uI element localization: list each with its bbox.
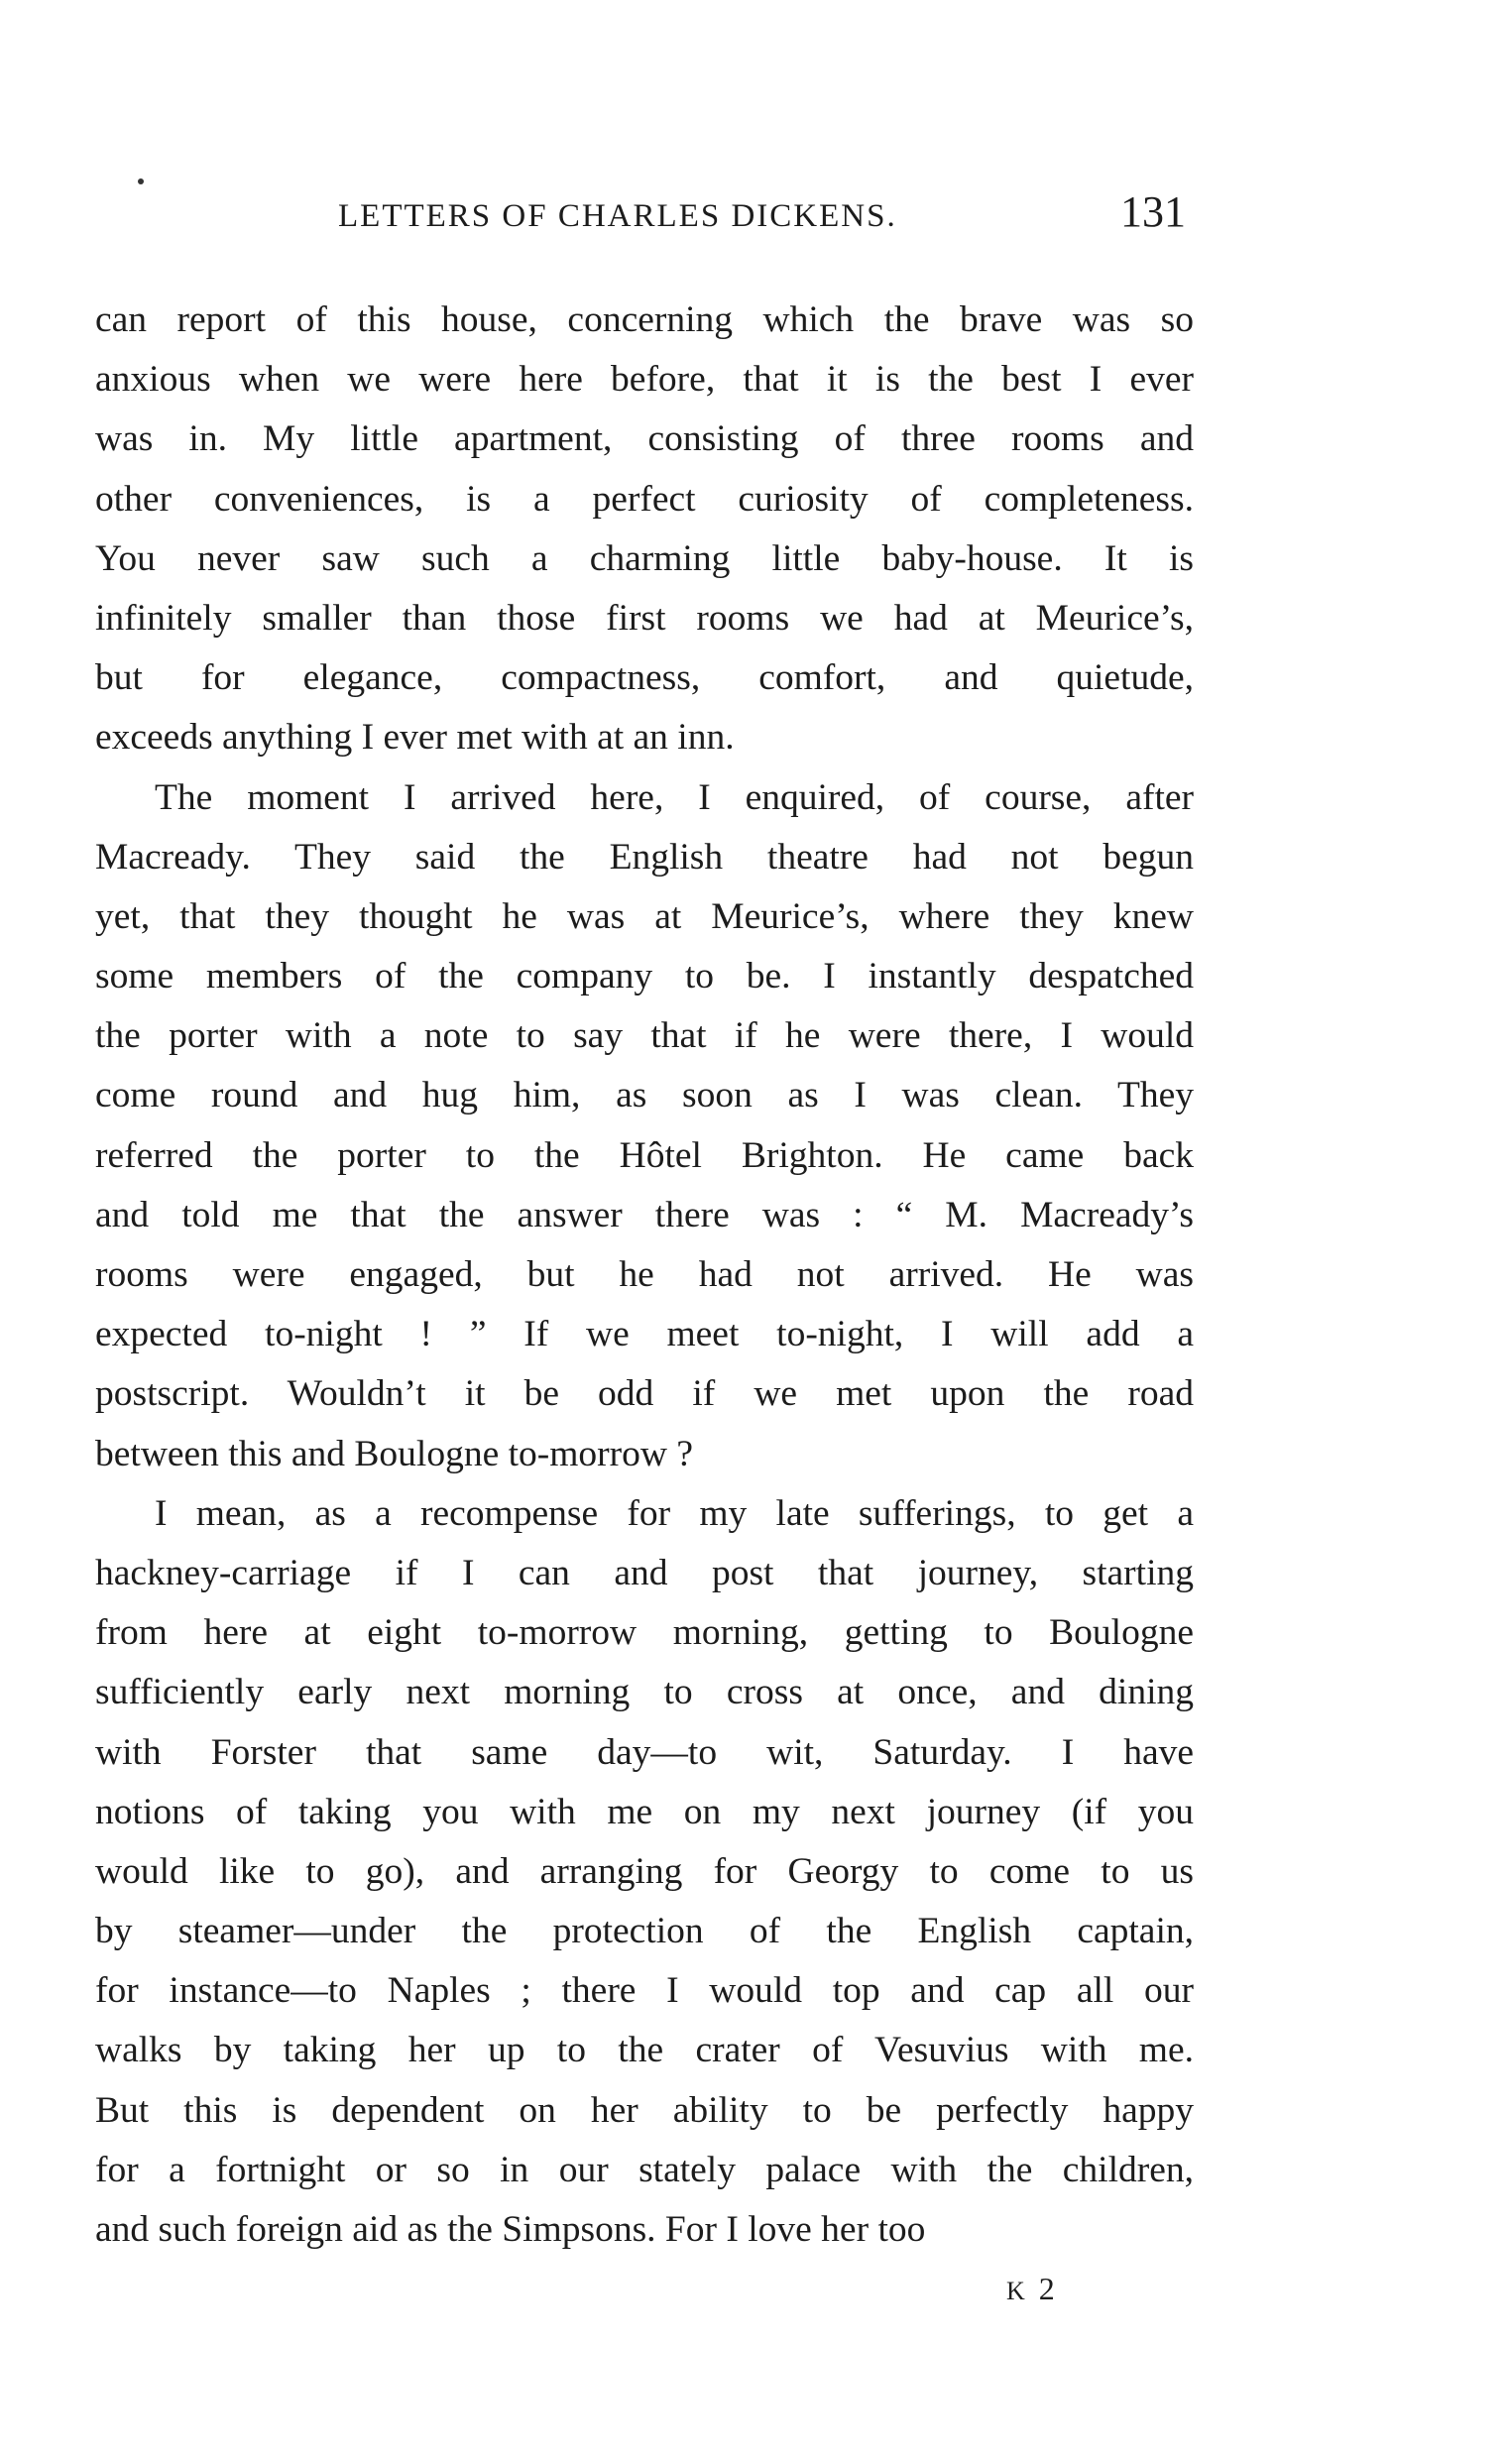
- text-line: expected to-night ! ” If we meet to-night, I will add a: [95, 1314, 1194, 1355]
- running-title: LETTERS OF CHARLES DICKENS.: [338, 198, 897, 234]
- text-line: for instance—to Naples ; there I would top and cap all our: [95, 1970, 1194, 2012]
- page-header: [95, 186, 1194, 246]
- text-line: was in. My little apartment, consisting of three rooms and: [95, 418, 1194, 460]
- text-line: for a fortnight or so in our stately palace with the children,: [95, 2149, 1194, 2190]
- text-line: and told me that the answer there was : “ M. Macready’s: [95, 1194, 1194, 1235]
- text-line: But this is dependent on her ability to be perfectly happy: [95, 2089, 1194, 2131]
- signature-number: 2: [1038, 2271, 1058, 2306]
- ink-speck: [138, 178, 144, 184]
- text-line: with Forster that same day—to wit, Saturday. I have: [95, 1731, 1194, 1773]
- text-line: rooms were engaged, but he had not arrived. He was: [95, 1254, 1194, 1295]
- text-line: postscript. Wouldn’t it be odd if we met upon the road: [95, 1373, 1194, 1415]
- paragraph: [95, 1484, 1194, 2260]
- text-line: The moment I arrived here, I enquired, of course, after: [155, 776, 1194, 818]
- text-line: anxious when we were here before, that it is the best I ever: [95, 359, 1194, 401]
- text-line: I mean, as a recompense for my late sufferings, to get a: [155, 1492, 1194, 1534]
- text-line: exceeds anything I ever met with at an inn.: [95, 717, 735, 759]
- text-line: would like to go), and arranging for Georgy to come to us: [95, 1850, 1194, 1892]
- text-line: referred the porter to the Hôtel Brighton. He came back: [95, 1134, 1194, 1176]
- signature-letter: K: [1006, 2277, 1028, 2305]
- text-line: You never saw such a charming little baby-house. It is: [95, 537, 1194, 579]
- body-text: [95, 291, 1194, 2260]
- text-line: Macready. They said the English theatre had not begun: [95, 836, 1194, 878]
- paragraph: [95, 291, 1194, 768]
- text-line: by steamer—under the protection of the English captain,: [95, 1911, 1194, 1952]
- signature-mark: [1006, 2271, 1058, 2307]
- text-line: other conveniences, is a perfect curiosity of completeness.: [95, 478, 1194, 520]
- text-line: walks by taking her up to the crater of Vesuvius with me.: [95, 2030, 1194, 2071]
- text-line: sufficiently early next morning to cross at once, and dining: [95, 1672, 1194, 1713]
- text-line: can report of this house, concerning which the brave was so: [95, 299, 1194, 340]
- text-line: come round and hug him, as soon as I was clean. They: [95, 1075, 1194, 1116]
- text-line: some members of the company to be. I instantly despatched: [95, 956, 1194, 997]
- page-number: 131: [1120, 187, 1186, 236]
- text-line: and such foreign aid as the Simpsons. For I love her too: [95, 2209, 926, 2250]
- text-line: the porter with a note to say that if he were there, I would: [95, 1015, 1194, 1057]
- paragraph: [95, 768, 1194, 1484]
- text-line: infinitely smaller than those first rooms we had at Meurice’s,: [95, 597, 1194, 639]
- text-line: from here at eight to-morrow morning, getting to Boulogne: [95, 1612, 1194, 1654]
- text-line: but for elegance, compactness, comfort, and quietude,: [95, 657, 1194, 699]
- text-line: hackney-carriage if I can and post that journey, starting: [95, 1552, 1194, 1593]
- text-line: notions of taking you with me on my next journey (if you: [95, 1791, 1194, 1832]
- text-line: yet, that they thought he was at Meurice’s, where they knew: [95, 895, 1194, 937]
- text-line: between this and Boulogne to-morrow ?: [95, 1433, 693, 1474]
